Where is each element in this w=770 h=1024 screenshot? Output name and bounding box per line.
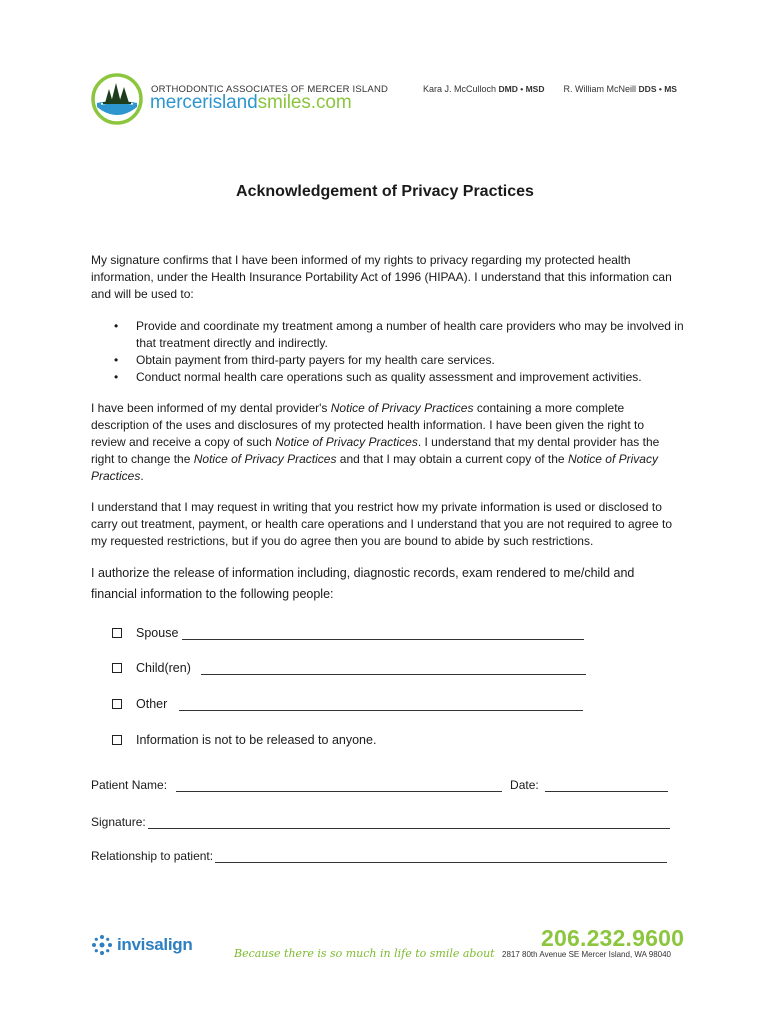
no-release-checkbox[interactable] bbox=[112, 735, 122, 745]
option-other bbox=[112, 697, 583, 711]
invisalign-logo bbox=[91, 934, 192, 956]
doctor-2-degree: DDS • MS bbox=[638, 84, 677, 94]
patient-name-label: Patient Name: bbox=[91, 778, 168, 792]
intro-paragraph: My signature confirms that I have been informed of my rights to privacy regarding my protected health information, under the Health Insurance Portability Act of 1996 (HIPAA). I understand that this information can and will be used to: bbox=[91, 253, 672, 301]
doctor-list bbox=[423, 84, 677, 94]
footer-tagline: Because there is so much in life to smile about bbox=[234, 947, 495, 960]
patient-name-row bbox=[91, 778, 668, 792]
relationship-label: Relationship to patient: bbox=[91, 849, 214, 863]
signature-field[interactable] bbox=[148, 816, 670, 829]
phone-number: 206.232.9600 bbox=[541, 925, 685, 951]
children-name-field[interactable] bbox=[201, 662, 586, 675]
authorization-paragraph: I authorize the release of information including, diagnostic records, exam rendered to me/child and financial information to the following people: bbox=[91, 566, 635, 601]
option-label: Other bbox=[136, 697, 168, 711]
signature-label: Signature: bbox=[91, 815, 146, 829]
signature-row bbox=[91, 815, 670, 829]
website-part-1: mercerisland bbox=[150, 92, 258, 113]
relationship-row bbox=[91, 849, 667, 863]
date-label: Date: bbox=[510, 778, 539, 792]
option-spouse bbox=[112, 626, 584, 640]
notice-paragraph: I have been informed of my dental provider's Notice of Privacy Practices containing a more complete description of the uses and disclosures of my protected health information. I have been given the right to review and receive a copy of such Notice of Privacy Practices. I understand that my dental provider has the right to change the Notice of Privacy Practices and that I may obtain a current copy of the Notice of Privacy Practices. bbox=[91, 401, 660, 483]
option-label: Information is not to be released to anyone. bbox=[136, 733, 377, 747]
island-logo-icon bbox=[91, 73, 143, 125]
spouse-name-field[interactable] bbox=[182, 627, 584, 640]
option-label: Spouse bbox=[136, 626, 179, 640]
practice-website bbox=[150, 92, 352, 114]
patient-name-field[interactable] bbox=[176, 779, 502, 792]
relationship-field[interactable] bbox=[215, 850, 667, 863]
date-field[interactable] bbox=[545, 779, 668, 792]
practice-address: 2817 80th Avenue SE Mercer Island, WA 98040 bbox=[502, 950, 671, 959]
other-checkbox[interactable] bbox=[112, 699, 122, 709]
doctor-2-name: R. William McNeill bbox=[563, 84, 637, 94]
document-title: Acknowledgement of Privacy Practices bbox=[236, 183, 534, 200]
practice-logo bbox=[91, 73, 389, 127]
list-item: • Obtain payment from third-party payers for my health care services. bbox=[91, 352, 691, 369]
children-checkbox[interactable] bbox=[112, 663, 122, 673]
star-icon bbox=[91, 934, 113, 956]
doctor-1-degree: DMD • MSD bbox=[498, 84, 545, 94]
invisalign-wordmark: invisalign bbox=[117, 935, 193, 954]
option-label: Child(ren) bbox=[136, 661, 191, 675]
spouse-checkbox[interactable] bbox=[112, 628, 122, 638]
doctor-1-name: Kara J. McCulloch bbox=[423, 84, 497, 94]
option-no-release bbox=[112, 733, 376, 747]
other-name-field[interactable] bbox=[179, 698, 583, 711]
list-item: • Provide and coordinate my treatment among a number of health care providers who may be involved in that treatment directly and indirectly. bbox=[91, 318, 691, 352]
practice-name: ORTHODONTIC ASSOCIATES OF MERCER ISLAND bbox=[151, 84, 389, 95]
usage-list bbox=[91, 318, 691, 386]
website-part-2: smiles.com bbox=[257, 92, 352, 113]
option-children bbox=[112, 661, 586, 675]
list-item: • Conduct normal health care operations such as quality assessment and improvement activities. bbox=[91, 369, 691, 386]
restriction-paragraph: I understand that I may request in writing that you restrict how my private information is used or disclosed to carry out treatment, payment, or health care operations and I understand that you are not required to agree to my requested restrictions, but if you do agree then you are bound to abide by such restrictions. bbox=[91, 500, 673, 548]
